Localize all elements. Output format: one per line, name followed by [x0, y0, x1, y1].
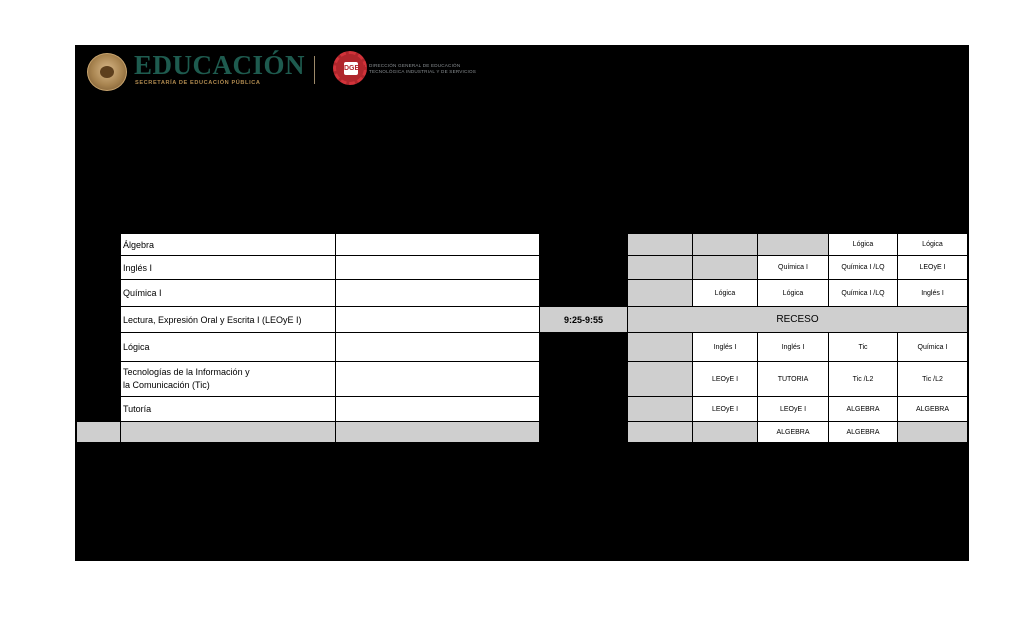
- subject-cell: Álgebra: [121, 234, 335, 255]
- subject-cell: Lectura, Expresión Oral y Escrita I (LEOyE I): [121, 307, 335, 332]
- schedule-cell: Tic /L2: [898, 362, 967, 396]
- agency-name: [369, 63, 479, 77]
- schedule-cell: [898, 422, 967, 442]
- schedule-cell: LEOyE I: [693, 362, 757, 396]
- teacher-cell: [336, 256, 539, 279]
- subject-cell: Lógica: [121, 333, 335, 361]
- summary-cell: [121, 422, 335, 442]
- schedule-cell: [693, 422, 757, 442]
- teacher-cell: [336, 397, 539, 421]
- schedule-cell: ALGEBRA: [758, 422, 828, 442]
- schedule-cell: LEOyE I: [758, 397, 828, 421]
- subject-line: Tecnologías de la Información y: [123, 367, 250, 377]
- schedule-cell: ALGEBRA: [829, 422, 897, 442]
- summary-cell: [77, 422, 120, 442]
- summary-cell: [336, 422, 539, 442]
- teacher-cell: [336, 234, 539, 255]
- subject-cell: Tutoría: [121, 397, 335, 421]
- schedule-cell: Lógica: [693, 280, 757, 306]
- schedule-cell: Inglés I: [758, 333, 828, 361]
- schedule-cell: ALGEBRA: [829, 397, 897, 421]
- schedule-cell: [628, 362, 692, 396]
- schedule-cell: [693, 234, 757, 255]
- break-time: 9:25-9:55: [540, 307, 627, 332]
- agency-line-2: TECNOLÓGICA INDUSTRIAL Y DE SERVICIOS: [369, 69, 477, 74]
- schedule-cell: Lógica: [898, 234, 967, 255]
- teacher-cell: [336, 362, 539, 396]
- schedule-cell: ALGEBRA: [898, 397, 967, 421]
- schedule-cell: [628, 333, 692, 361]
- brand-title: EDUCACIÓN: [134, 50, 306, 80]
- brand-subtitle: SECRETARÍA DE EDUCACIÓN PÚBLICA: [135, 80, 261, 86]
- subject-line: la Comunicación (Tic): [123, 380, 210, 390]
- subject-cell: Inglés I: [121, 256, 335, 279]
- schedule-cell: LEOyE I: [898, 256, 967, 279]
- subject-cell: [121, 362, 335, 396]
- schedule-cell: Química I /LQ: [829, 256, 897, 279]
- schedule-cell: [628, 280, 692, 306]
- schedule-cell: [628, 234, 692, 255]
- agency-line-1: DIRECCIÓN GENERAL DE EDUCACIÓN: [369, 63, 461, 68]
- schedule-cell: Química I: [898, 333, 967, 361]
- seal-eagle-icon: [100, 66, 114, 78]
- header-divider: [314, 56, 315, 84]
- schedule-cell: Lógica: [758, 280, 828, 306]
- break-label: RECESO: [628, 307, 967, 332]
- schedule-cell: Inglés I: [693, 333, 757, 361]
- subject-cell: Química I: [121, 280, 335, 306]
- dgeti-mark: DGETI: [344, 62, 358, 75]
- schedule-cell: Tic: [829, 333, 897, 361]
- schedule-cell: Química I /LQ: [829, 280, 897, 306]
- schedule-cell: Tic /L2: [829, 362, 897, 396]
- teacher-cell: [336, 280, 539, 306]
- schedule-cell: TUTORIA: [758, 362, 828, 396]
- teacher-cell: [336, 333, 539, 361]
- schedule-cell: [628, 256, 692, 279]
- schedule-cell: [628, 422, 692, 442]
- schedule-cell: Inglés I: [898, 280, 967, 306]
- schedule-cell: [758, 234, 828, 255]
- schedule-cell: Química I: [758, 256, 828, 279]
- schedule-cell: [628, 397, 692, 421]
- schedule-cell: LEOyE I: [693, 397, 757, 421]
- teacher-cell: [336, 307, 539, 332]
- schedule-cell: [693, 256, 757, 279]
- schedule-cell: Lógica: [829, 234, 897, 255]
